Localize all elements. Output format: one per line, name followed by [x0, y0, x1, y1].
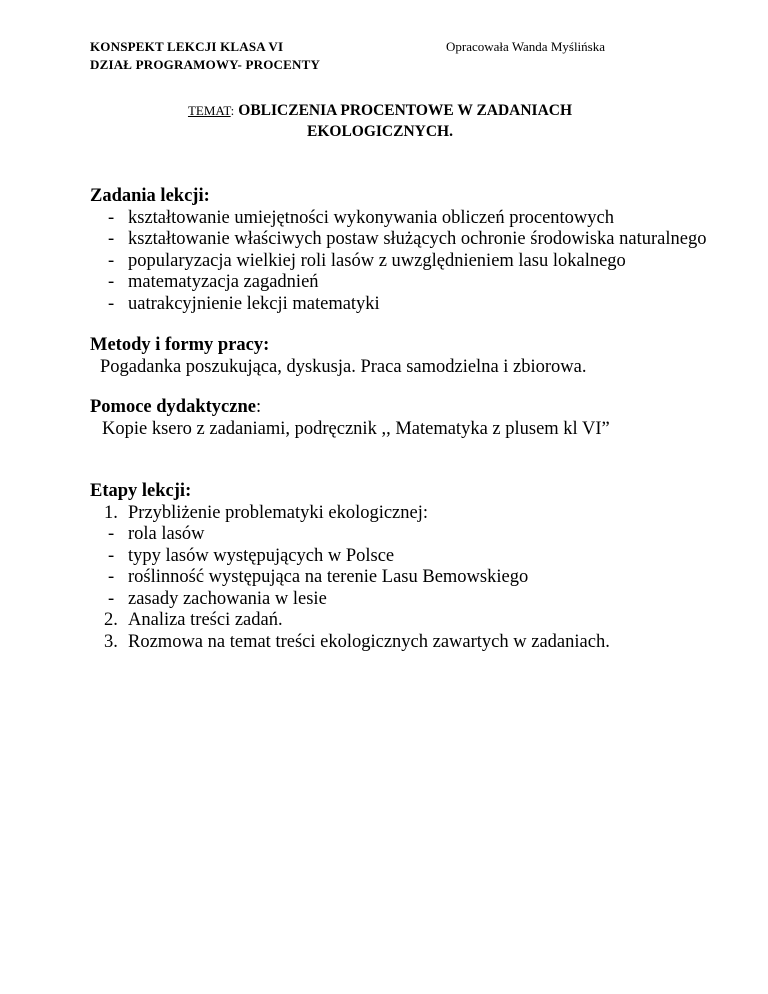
stages-heading: Etapy lekcji:	[90, 481, 192, 501]
list-item-text: Rozmowa na temat treści ekologicznych zawartych w zadaniach.	[128, 631, 610, 652]
header-section-line: DZIAŁ PROGRAMOWY- PROCENTY	[90, 57, 321, 72]
list-item-text: matematyzacja zagadnień	[128, 272, 319, 292]
header-class-line: KONSPEKT LEKCJI KLASA VI	[90, 39, 284, 54]
list-marker: 2.	[104, 610, 118, 630]
aids-heading: Pomoce dydaktyczne	[90, 397, 256, 417]
list-item-text: typy lasów występujących w Polsce	[128, 545, 395, 566]
goals-heading: Zadania lekcji:	[90, 186, 210, 206]
list-item-text: rola lasów	[128, 524, 205, 544]
topic-block	[100, 100, 660, 142]
list-marker: -	[108, 229, 115, 249]
list-item-text: uatrakcyjnienie lekcji matematyki	[128, 293, 380, 314]
topic-title-line1: OBLICZENIA PROCENTOWE W ZADANIACH	[238, 102, 573, 119]
methods-text: Pogadanka poszukująca, dyskusja. Praca samodzielna i zbiorowa.	[100, 356, 587, 377]
header-author: Opracowała Wanda Myślińska	[446, 39, 606, 54]
goals-list	[90, 208, 710, 316]
topic-label-colon: :	[230, 103, 235, 118]
list-marker: -	[108, 272, 115, 292]
list-item	[90, 503, 710, 525]
list-item	[90, 610, 710, 632]
aids-heading-colon: :	[255, 397, 262, 417]
list-item	[90, 524, 710, 546]
list-item-text: zasady zachowania w lesie	[128, 588, 327, 609]
list-item-text: kształtowanie umiejętności wykonywania obliczeń procentowych	[128, 207, 614, 228]
list-marker: -	[108, 545, 115, 566]
list-marker: 1.	[104, 502, 118, 523]
header-left	[90, 38, 320, 74]
list-marker: -	[108, 207, 115, 228]
topic-label: TEMAT	[187, 103, 231, 118]
list-marker: -	[108, 250, 115, 271]
list-item	[90, 229, 710, 251]
list-item-text: Przybliżenie problematyki ekologicznej:	[128, 502, 429, 523]
list-item	[90, 632, 710, 654]
list-marker: -	[108, 293, 115, 314]
list-item	[90, 567, 710, 589]
document-body	[90, 186, 710, 653]
list-item-text: kształtowanie właściwych postaw służących ochronie środowiska naturalnego	[128, 229, 707, 249]
list-item-text: roślinność występująca na terenie Lasu Bemowskiego	[128, 567, 529, 587]
list-item	[90, 546, 710, 568]
list-item	[90, 208, 710, 230]
list-marker: -	[108, 524, 115, 544]
list-item	[90, 272, 710, 294]
list-marker: -	[108, 588, 115, 609]
list-item-text: popularyzacja wielkiej roli lasów z uwzględnieniem lasu lokalnego	[128, 250, 626, 271]
list-marker: 3.	[104, 631, 118, 652]
methods-heading: Metody i formy pracy:	[90, 335, 270, 355]
list-item	[90, 589, 710, 611]
list-item	[90, 294, 710, 316]
list-item	[90, 251, 710, 273]
stages-list	[90, 503, 710, 654]
list-marker: -	[108, 567, 115, 587]
aids-text: Kopie ksero z zadaniami, podręcznik ,, Matematyka z plusem kl VI”	[102, 418, 610, 439]
topic-title-line2: EKOLOGICZNYCH.	[307, 123, 453, 140]
list-item-text: Analiza treści zadań.	[128, 610, 283, 630]
